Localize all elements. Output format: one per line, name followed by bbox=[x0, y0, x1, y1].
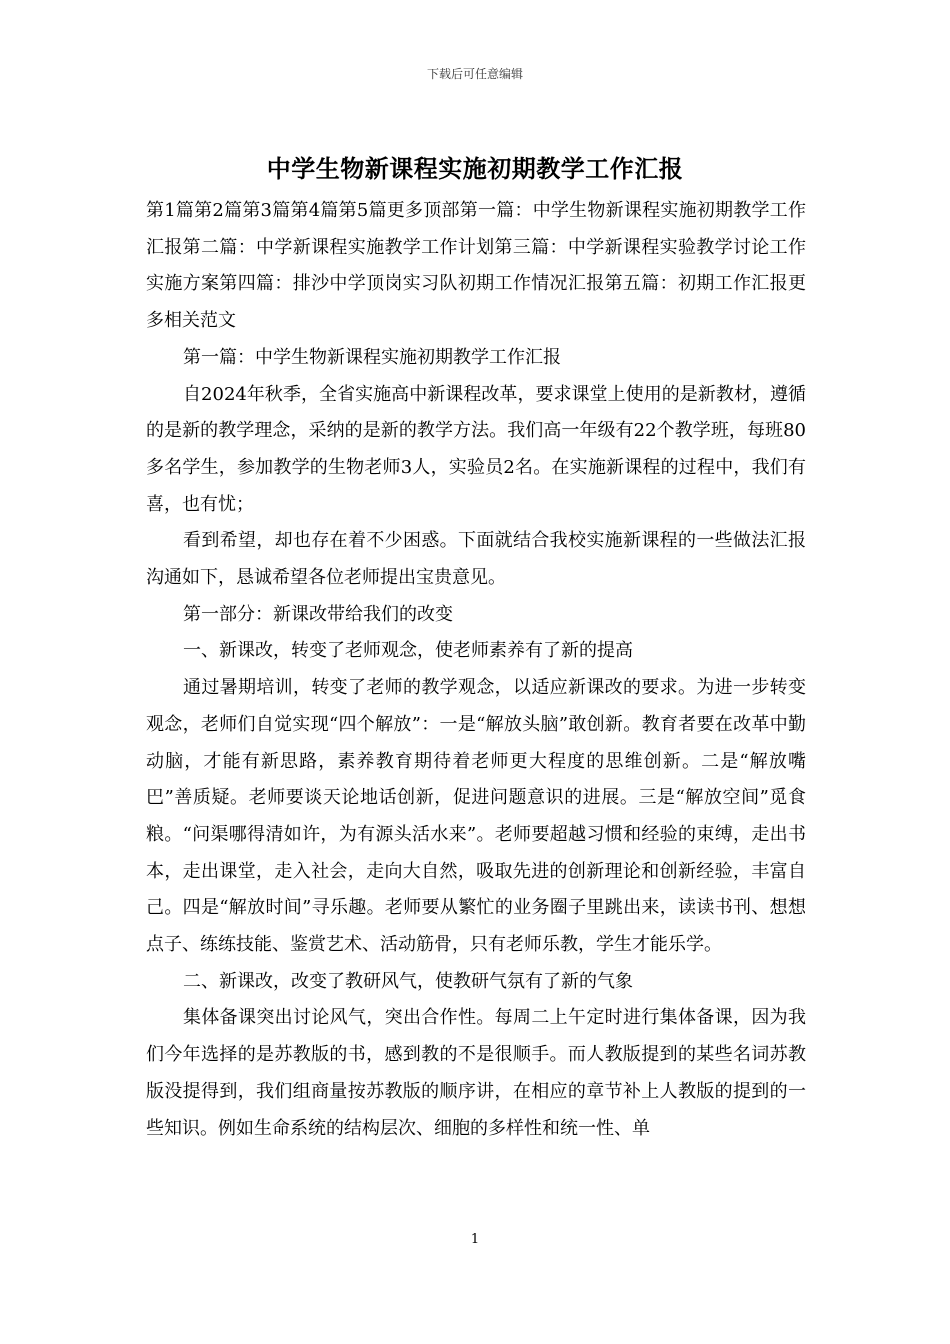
subsection-heading: 二、新课改，改变了教研风气，使教研气氛有了新的气象 bbox=[183, 970, 633, 992]
document-title: 中学生物新课程实施初期教学工作汇报 bbox=[266, 154, 684, 183]
subsection-heading: 第一部分：新课改带给我们的改变 bbox=[183, 603, 453, 625]
body-paragraph: 集体备课突出讨论风气，突出合作性。每周二上午定时进行集体备课，因为我们今年选择的是苏教版的书，感到教的不是很顺手。而人教版提到的某些名词苏教版没提得到，我们组商量按苏教版的顺序讲，在相应的章节补上人教版的提到的一些知识。例如生命系统的结构层次、细胞的多样性和统一性、单 bbox=[146, 1007, 806, 1139]
section-heading-part-one: 第一篇：中学生物新课程实施初期教学工作汇报 bbox=[183, 346, 561, 368]
page-number: 1 bbox=[470, 1232, 480, 1247]
table-of-contents-paragraph: 第1篇第2篇第3篇第4篇第5篇更多顶部第一篇：中学生物新课程实施初期教学工作汇报第二篇：中学新课程实施教学工作计划第三篇：中学新课程实验教学讨论工作实施方案第四篇：排沙中学顶岗实习队初期工作情况汇报第五篇：初期工作汇报更多相关范文 bbox=[146, 200, 806, 332]
body-paragraph: 通过暑期培训，转变了老师的教学观念，以适应新课改的要求。为进一步转变观念，老师们自觉实现“四个解放”：一是“解放头脑”敢创新。教育者要在改革中勤动脑，才能有新思路，素养教育期待着老师更大程度的思维创新。二是“解放嘴巴”善质疑。老师要谈天论地话创新，促进问题意识的进展。三是“解放空间”觅食粮。“问渠哪得清如许，为有源头活水来”。老师要超越习惯和经验的束缚，走出书本，走出课堂，走入社会，走向大自然，吸取先进的创新理论和创新经验，丰富自己。四是“解放时间”寻乐趣。老师要从繁忙的业务圈子里跳出来，读读书刊、想想点子、练练技能、鉴赏艺术、活动筋骨，只有老师乐教，学生才能乐学。 bbox=[146, 677, 806, 956]
page-header: 下载后可任意编辑 bbox=[426, 67, 523, 81]
body-paragraph: 看到希望，却也存在着不少困惑。下面就结合我校实施新课程的一些做法汇报沟通如下，恳诚希望各位老师提出宝贵意见。 bbox=[146, 530, 806, 589]
subsection-heading: 一、新课改，转变了老师观念，使老师素养有了新的提高 bbox=[183, 640, 633, 662]
body-paragraph: 自2024年秋季，全省实施高中新课程改革，要求课堂上使用的是新教材，遵循的是新的教学理念，采纳的是新的教学方法。我们高一年级有22个教学班，每班80多名学生，参加教学的生物老师3人，实验员2名。在实施新课程的过程中，我们有喜，也有忧； bbox=[146, 383, 806, 515]
document-body bbox=[146, 193, 806, 1147]
